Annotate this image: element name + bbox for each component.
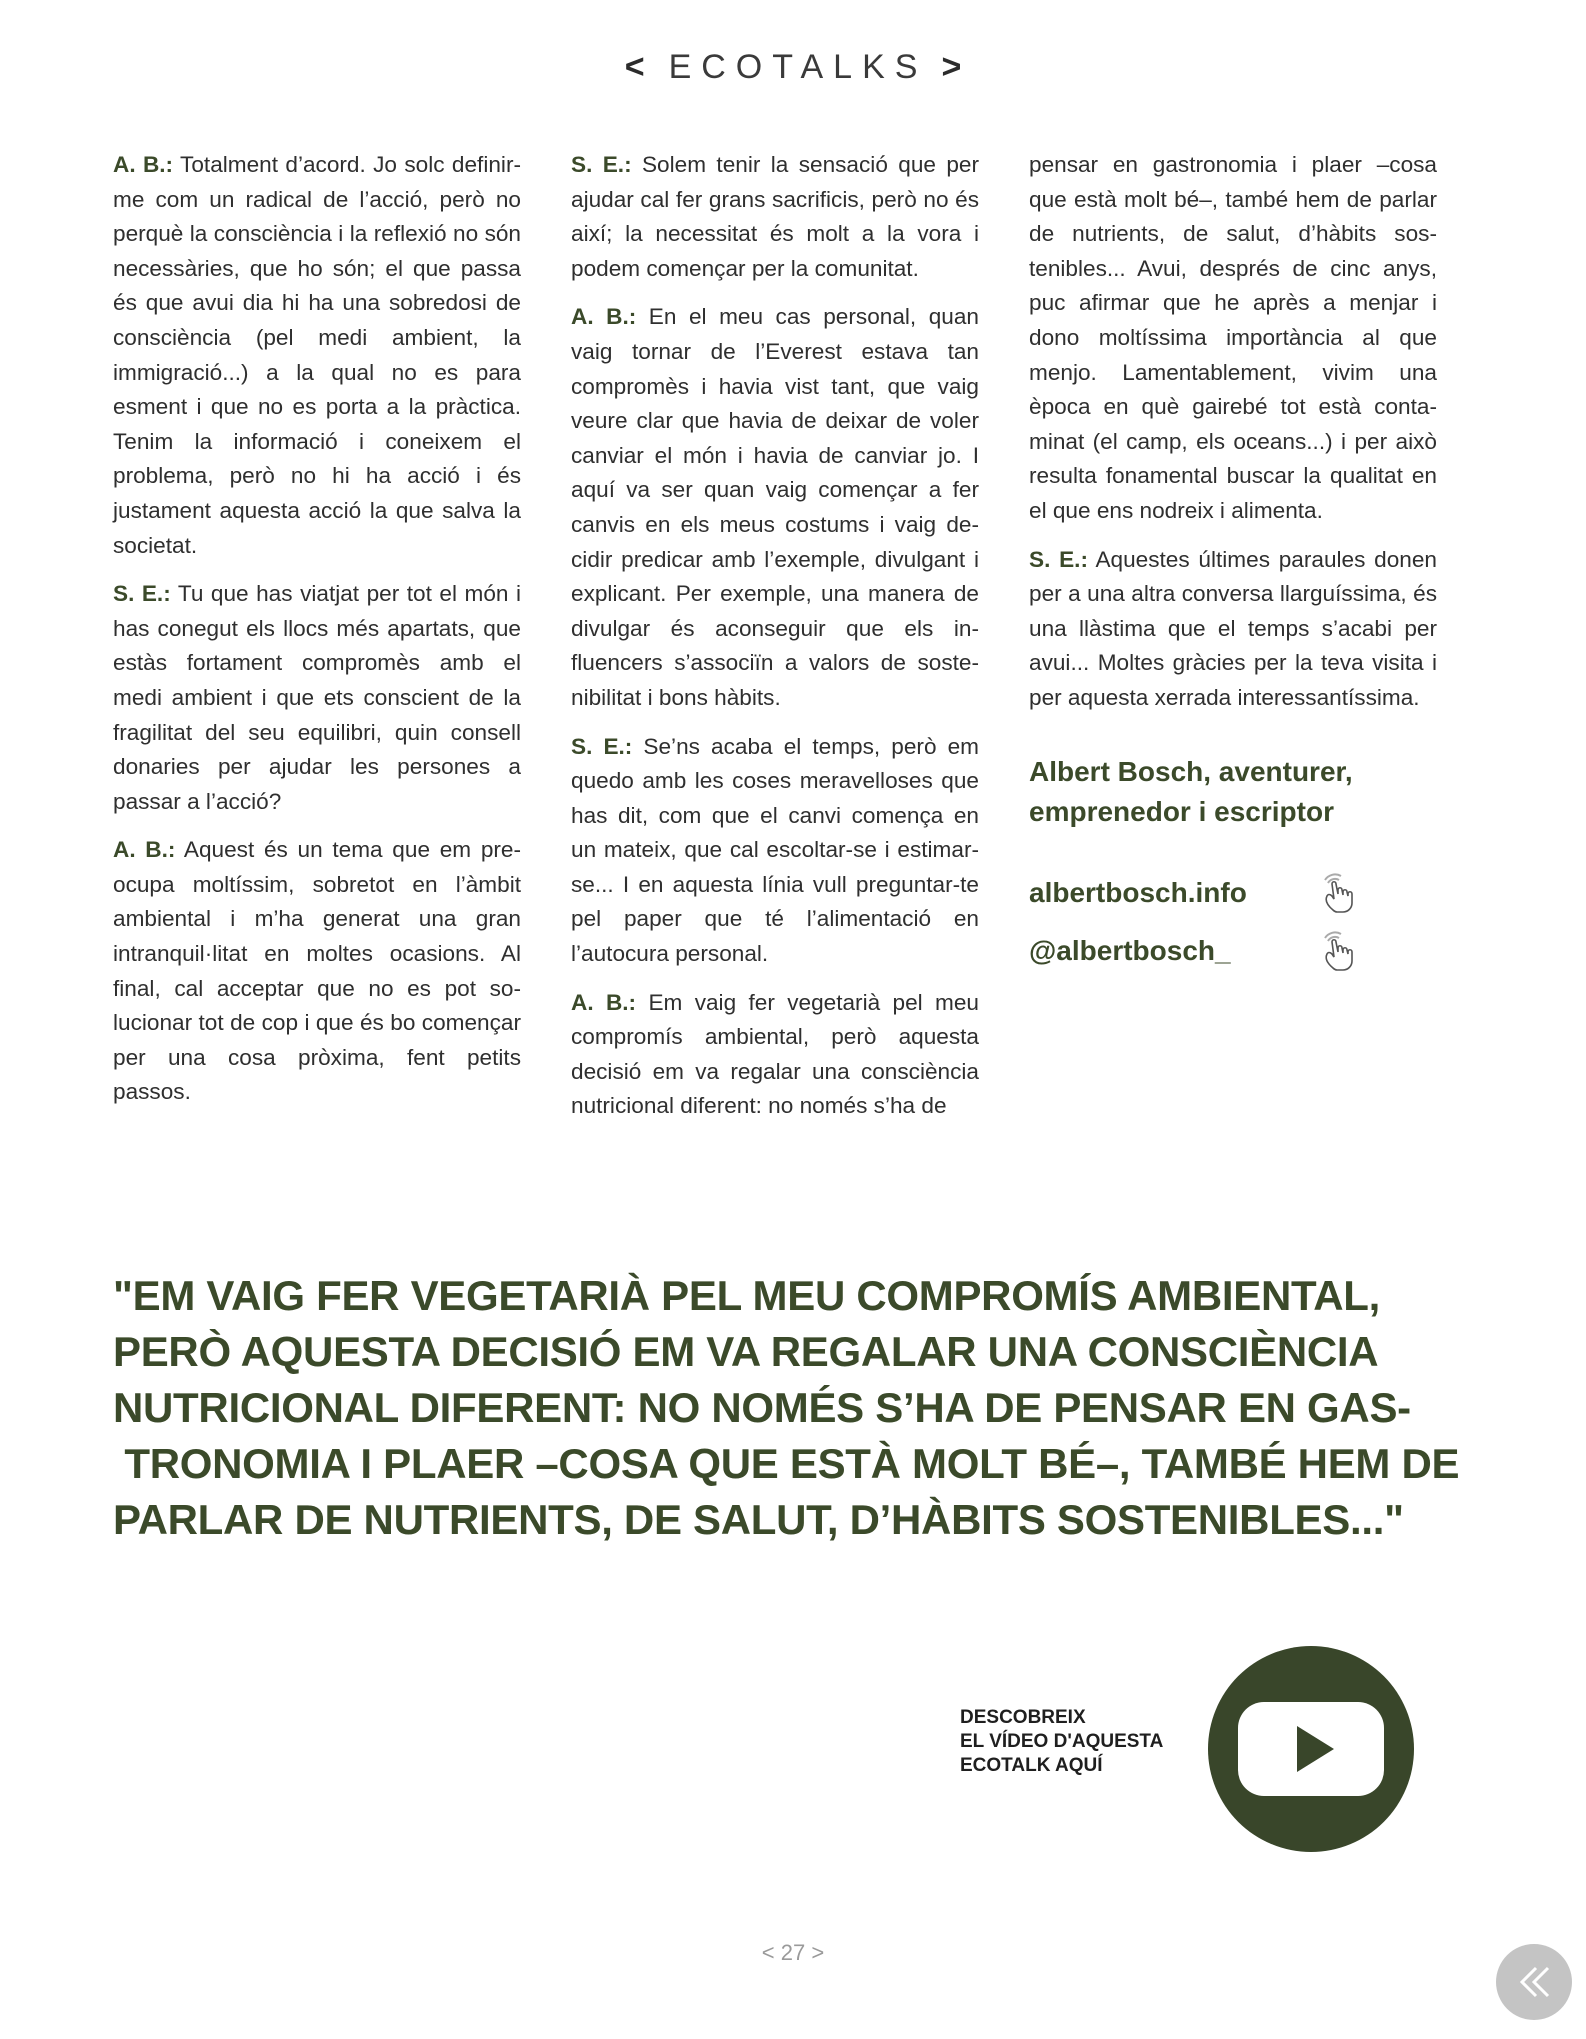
hand-pointer-icon <box>1319 872 1359 916</box>
paragraph <box>571 986 979 1124</box>
paragraph <box>571 300 979 715</box>
paragraph <box>113 577 521 819</box>
social-handle-text[interactable]: @albertbosch_ <box>1029 935 1231 967</box>
speaker-label: S. E.: <box>1029 546 1088 572</box>
page-number: < 27 > <box>761 1940 825 1965</box>
speaker-label: A. B.: <box>571 989 637 1015</box>
double-chevron-left-icon <box>1496 1944 1572 2020</box>
paragraph <box>571 148 979 286</box>
cta-line-1: DESCOBREIX <box>960 1707 1086 1728</box>
paragraph <box>571 730 979 972</box>
article-column-1 <box>113 148 521 1124</box>
paragraph <box>1029 148 1437 529</box>
cta-line-2: EL VÍDEO D'AQUESTA <box>960 1731 1164 1752</box>
youtube-video-button[interactable] <box>1208 1646 1414 1852</box>
article-column-2 <box>571 148 979 1138</box>
paragraph-text: En el meu cas personal, quan vaig tornar de l’Everest estava tan compromès i havia vist tant, que vaig veure clar que havia de deixar de voler canviar el món i havia de canviar jo. I aquí va ser quan vaig començar a fer canvis en els meus costums i vaig decidir predicar amb l’exemple, divulgant i explicant. Per exemple, una manera de divulgar és aconseguir que els influencers s’associïn a valors de sostenibilitat i bons hàbits. <box>571 304 979 710</box>
author-signature <box>1029 752 1437 832</box>
paragraph-text: Tu que has viatjat per tot el món i has conegut els llocs més apartats, que estàs fortament compromès amb el medi ambient i que ets conscient de la fragilitat del seu equilibri, quin consell donaries per ajudar les persones a passar a l’acció? <box>113 581 522 814</box>
speaker-label: S. E.: <box>113 581 171 607</box>
website-link[interactable] <box>1029 872 1359 916</box>
paragraph-text: Solem tenir la sensació que per ajudar cal fer grans sacrificis, però no és així; la necessitat és molt a la vora i podem començar per la comunitat. <box>571 152 979 281</box>
paragraph-text: Totalment d’acord. Jo solc definir-me com un radical de l’acció, però no perquè la consciència i la reflexió no són necessàries, que ho són; el que passa és que avui dia hi ha una sobredosi de consciència (pel medi ambient, la immigració...) a la qual no es para esment i que no es porta a la pràctica. Tenim la informació i coneixem el problema, però no hi ha acció i és justament aquesta acció la que salva la societat. <box>113 152 521 558</box>
speaker-label: A. B.: <box>571 304 637 330</box>
website-link-text[interactable]: albertbosch.info <box>1029 877 1247 909</box>
section-title: ECOTALKS <box>668 48 928 86</box>
chevron-right-icon: > <box>941 48 962 86</box>
paragraph <box>1029 543 1437 716</box>
author-role-line: emprenedor i escriptor <box>1029 795 1334 827</box>
paragraph-text: Se’ns acaba el temps, però em quedo amb les coses meravelloses que has dit, com que el canvi comença en un mateix, que cal escoltar-se i estimar-se... I en aquesta línia vull preguntar-te pel paper que té l’alimentació en l’autocura personal. <box>571 733 979 967</box>
paragraph-text: pensar en gastronomia i plaer –cosa que està molt bé–, també hem de parlar de nutrients, de salut, d’hàbits sostenibles... Avui, després de cinc anys, puc afirmar que he après a menjar i dono moltíssima importància al que menjo. Lamentablement, vivim una època en què gairebé tot està contaminat (el camp, els oceans...) i per això resulta fonamental buscar la qualitat en el que ens nodreix i alimenta. <box>1029 152 1437 523</box>
speaker-label: A. B.: <box>113 152 174 177</box>
pull-quote: "EM VAIG FER VEGETARIÀ PEL MEU COMPROMÍS AMBIENTAL, PERÒ AQUESTA DECISIÓ EM VA REGALAR UNA CONSCIÈNCIA NUTRICIONAL DIFERENT: NO NOMÉS S’HA DE PENSAR EN GAS- TRONOMIA I PLAER –COSA QUE ESTÀ MOLT BÉ–, TAMBÉ HEM DE PARLAR DE NUTRIENTS, DE SALUT, D’HÀBITS SOSTENIBLES..." <box>113 1272 1460 1543</box>
speaker-label: S. E.: <box>571 733 633 759</box>
paragraph-text: Aquest és un tema que em preocupa moltíssim, sobretot en l’àmbit ambiental i m’ha generat una gran intranquil·litat en moltes ocasions. Al final, cal acceptar que no es pot solucionar tot de cop i que és bo començar per una cosa pròxima, fent petits passos. <box>113 837 521 1105</box>
hand-pointer-icon <box>1319 930 1359 974</box>
magazine-section-header <box>0 48 1586 87</box>
speaker-label: A. B.: <box>113 837 176 863</box>
paragraph-text: Em vaig fer vegetarià pel meu compromís ambiental, però aquesta decisió em va regalar una consciència nutricional diferent: no només s’ha de <box>571 989 979 1119</box>
paragraph <box>113 833 521 1110</box>
video-cta-text <box>960 1706 1163 1778</box>
article-column-3 <box>1029 148 1437 974</box>
youtube-play-icon <box>1208 1646 1414 1852</box>
cta-line-3: ECOTALK AQUÍ <box>960 1755 1103 1776</box>
back-navigation-button[interactable] <box>1496 1944 1572 2020</box>
author-name-line: Albert Bosch, aventurer, <box>1029 755 1353 787</box>
chevron-left-icon: < <box>624 48 645 86</box>
speaker-label: S. E.: <box>571 152 632 177</box>
paragraph-text: Aquestes últimes paraules donen per a una altra conversa llarguíssima, és una llàstima que el temps s’acabi per avui... Moltes gràcies per la teva visita i per aquesta xerrada interessantíssima. <box>1029 546 1437 710</box>
social-handle-link[interactable] <box>1029 930 1359 974</box>
paragraph <box>113 148 521 563</box>
